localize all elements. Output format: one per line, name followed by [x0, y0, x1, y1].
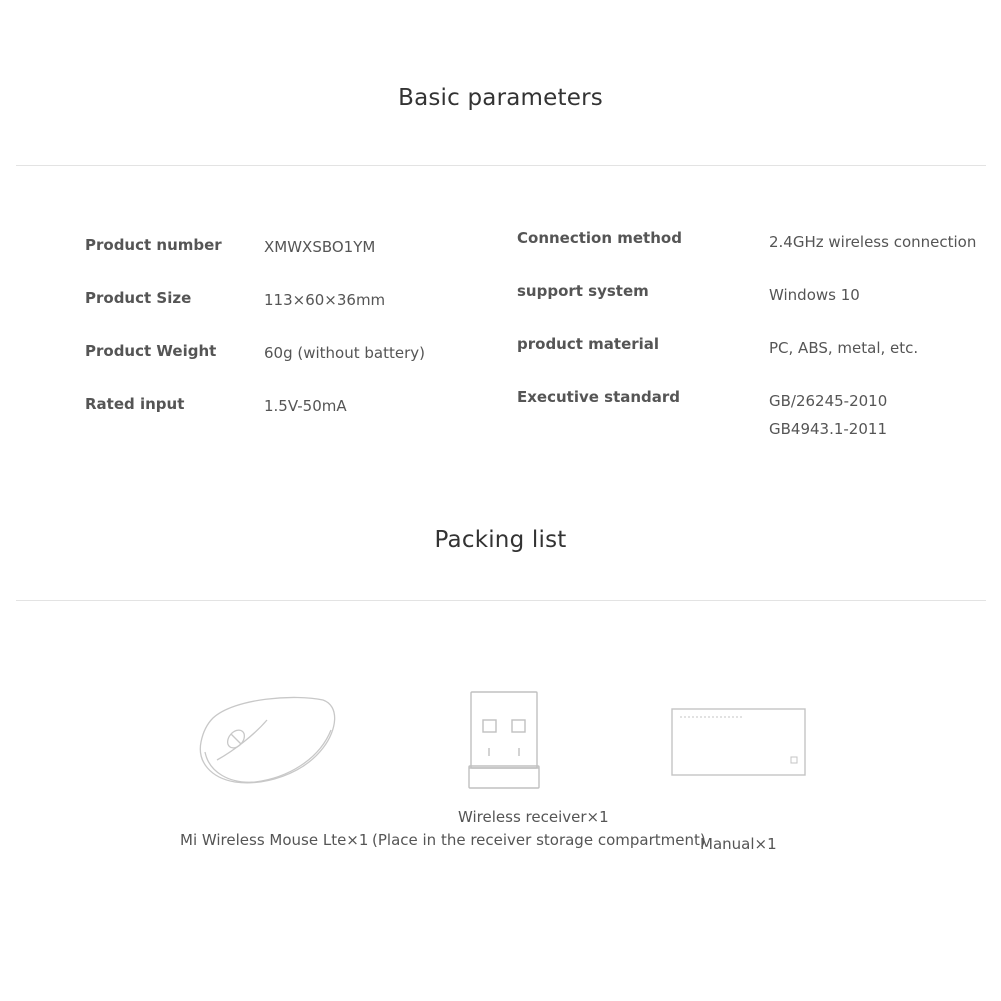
section-divider — [16, 600, 986, 601]
section-divider — [16, 165, 986, 166]
param-label-rated-input: Rated input — [85, 395, 185, 413]
basic-parameters-title: Basic parameters — [398, 85, 603, 111]
manual-icon — [668, 705, 810, 780]
param-value-product-size: 113×60×36mm — [264, 291, 386, 309]
packing-list-title: Packing list — [434, 527, 567, 553]
mouse-icon — [195, 690, 340, 790]
pack-caption-mouse: Mi Wireless Mouse Lte×1 — [180, 831, 369, 849]
param-value-product-number: XMWXSBO1YM — [264, 238, 376, 256]
param-value-support-system: Windows 10 — [769, 286, 860, 304]
param-value-connection-method: 2.4GHz wireless connection — [769, 233, 977, 251]
param-value-rated-input: 1.5V-50mA — [264, 397, 347, 415]
usb-receiver-icon — [465, 690, 545, 792]
param-label-product-weight: Product Weight — [85, 342, 217, 360]
pack-caption-receiver-note: (Place in the receiver storage compartment) — [372, 831, 706, 849]
param-label-executive-standard: Executive standard — [517, 388, 681, 406]
param-label-product-size: Product Size — [85, 289, 192, 307]
param-value-executive-standard-2: GB4943.1-2011 — [769, 420, 887, 438]
param-value-product-weight: 60g (without battery) — [264, 344, 425, 362]
param-label-support-system: support system — [517, 282, 649, 300]
param-label-connection-method: Connection method — [517, 229, 682, 247]
param-label-product-number: Product number — [85, 236, 222, 254]
pack-caption-receiver: Wireless receiver×1 — [458, 808, 609, 826]
pack-caption-manual: Manual×1 — [700, 835, 777, 853]
param-label-product-material: product material — [517, 335, 660, 353]
param-value-product-material: PC, ABS, metal, etc. — [769, 339, 919, 357]
param-value-executive-standard: GB/26245-2010 — [769, 392, 888, 410]
